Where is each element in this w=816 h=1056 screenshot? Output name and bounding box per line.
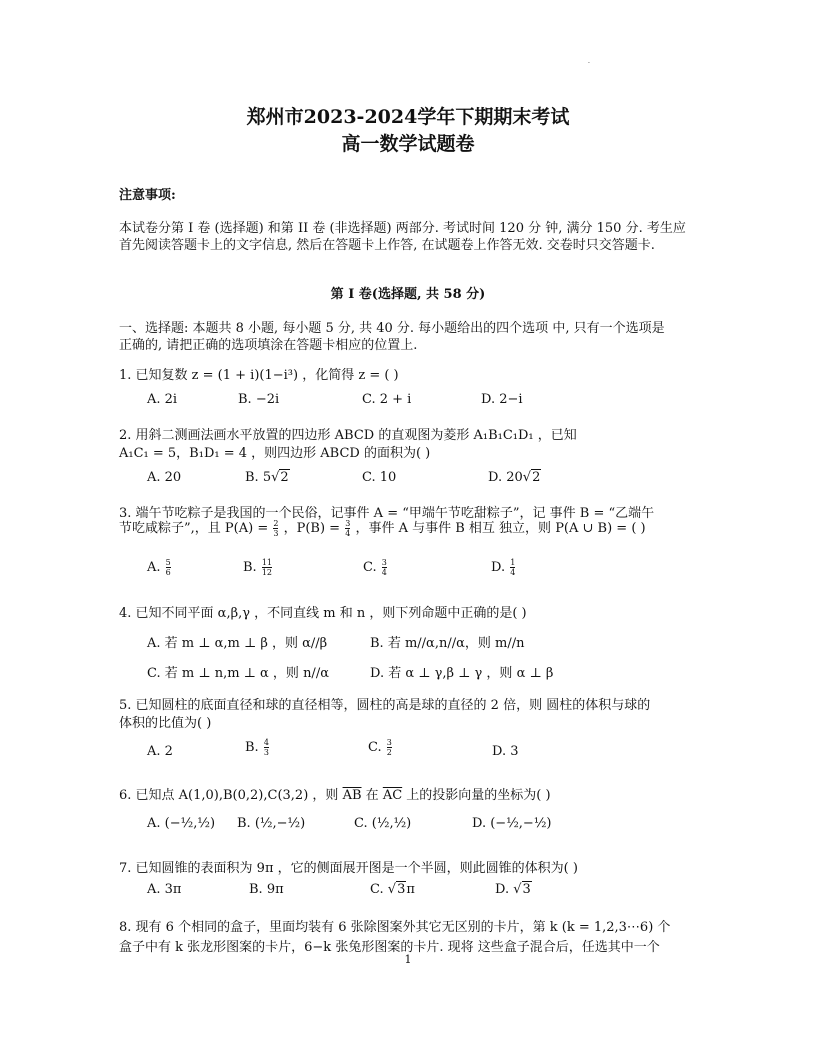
q2-option-b-prefix: B. 5 xyxy=(245,470,272,485)
q2-option-a: A. 20 xyxy=(147,470,182,485)
notes-line-2: 首先阅读答题卡上的文字信息, 然后在答题卡上作答, 在试题卷上作答无效. 交卷时只交答题卡. xyxy=(119,238,655,253)
q6-option-c-label: C. xyxy=(354,816,368,831)
q4-option-a: A. 若 m ⊥ α,m ⊥ β ，则 α//β xyxy=(147,636,328,651)
q3-option-d-num: 1 xyxy=(510,558,516,567)
q3-option-c-frac xyxy=(382,558,387,577)
q3-option-b-num: 11 xyxy=(261,558,273,567)
q5-option-b-label: B. xyxy=(245,740,259,755)
q3-option-b-label: B. xyxy=(243,560,257,575)
q7-option-a: A. 3π xyxy=(147,882,182,897)
q3-option-c xyxy=(363,558,388,577)
sqrt-symbol: √ xyxy=(513,882,522,897)
q6-stem-b: 在 xyxy=(365,788,379,803)
q5-option-c-label: C. xyxy=(368,740,382,755)
q3-option-d-label: D. xyxy=(491,560,506,575)
q2-option-d xyxy=(488,470,541,485)
title-line-2: 高一数学试题卷 xyxy=(341,133,475,155)
q6-stem-a: 6. 已知点 A(1,0),B(0,2),C(3,2) ，则 xyxy=(119,788,339,803)
q3-option-d-frac xyxy=(510,558,515,577)
sqrt-symbol: √ xyxy=(271,470,280,485)
q7-option-d-prefix: D. xyxy=(495,882,510,897)
q3-line-1: 3. 端午节吃粽子是我国的一个民俗，记事件 A = “甲端午节吃甜粽子”，记 事件 B = “乙端午 xyxy=(119,506,655,521)
q5-option-b xyxy=(245,738,270,757)
q6-option-b-label: B. xyxy=(237,816,251,831)
q6-stem-c: 上的投影向量的坐标为( ) xyxy=(406,788,551,803)
q5-option-b-num: 4 xyxy=(263,738,269,747)
q3-option-a-frac xyxy=(166,558,171,577)
q8-line-2: 盒子中有 k 张龙形图案的卡片，6−k 张兔形图案的卡片. 现将 这些盒子混合后，任选其中一个 xyxy=(119,940,660,955)
q7-option-c-suffix: π xyxy=(406,882,415,897)
q7-option-c-radicand: 3 xyxy=(397,882,406,897)
q6-option-d-label: D. xyxy=(472,816,487,831)
q7-stem: 7. 已知圆锥的表面积为 9π ，它的侧面展开图是一个半圆，则此圆锥的体积为( ) xyxy=(119,861,578,876)
q3-option-b-den: 12 xyxy=(261,568,273,577)
q1-option-a: A. 2i xyxy=(147,392,178,407)
q1-option-d: D. 2−i xyxy=(481,392,523,407)
q4-option-b: B. 若 m//α,n//α，则 m//n xyxy=(370,636,525,651)
title-line-1: 郑州市2023-2024学年下期期末考试 xyxy=(246,106,570,128)
q5-line-2: 体积的比值为( ) xyxy=(119,716,212,731)
page-number: 1 xyxy=(404,953,412,966)
notes-heading: 注意事项: xyxy=(119,188,176,203)
q5-option-c-frac xyxy=(387,738,392,757)
q3-pb-den: 4 xyxy=(345,529,351,538)
q3-line-2-b: ，P(B) = xyxy=(283,521,341,536)
q6-option-b-content: (½,−½) xyxy=(254,816,306,831)
q3-option-d-den: 4 xyxy=(510,568,516,577)
q6-vector-1: $\overline{AB}$ xyxy=(342,788,362,803)
q3-option-c-den: 4 xyxy=(381,568,387,577)
q3-pb-num: 3 xyxy=(345,519,351,528)
q5-option-c xyxy=(368,738,393,757)
q5-option-b-den: 3 xyxy=(263,748,269,757)
q3-pa-den: 3 xyxy=(273,529,279,538)
q3-line-2-c: ，事件 A 与事件 B 相互 独立，则 P(A ∪ B) = ( ) xyxy=(355,521,646,536)
notes-line-1: 本试卷分第 I 卷 (选择题) 和第 II 卷 (非选择题) 两部分. 考试时间 120 分 钟, 满分 150 分. 考生应 xyxy=(119,221,686,236)
q7-option-d xyxy=(495,882,532,897)
sqrt-symbol: √ xyxy=(387,882,397,897)
q2-option-d-prefix: D. 20 xyxy=(488,470,523,485)
q2-line-2: A₁C₁ = 5，B₁D₁ = 4 ，则四边形 ABCD 的面积为( ) xyxy=(119,446,431,461)
q3-option-c-label: C. xyxy=(363,560,377,575)
q2-line-1: 2. 用斜二测画法画水平放置的四边形 ABCD 的直观图为菱形 A₁B₁C₁D₁ ，已知 xyxy=(119,428,577,443)
q3-option-d xyxy=(491,558,516,577)
q7-option-d-radicand: 3 xyxy=(522,882,531,897)
q2-option-c: C. 10 xyxy=(362,470,397,485)
q5-option-d: D. 3 xyxy=(492,744,519,759)
q6-option-c xyxy=(354,816,411,831)
sqrt-symbol: √ xyxy=(522,470,532,485)
q5-option-c-den: 2 xyxy=(386,748,392,757)
q6-option-a-label: A. xyxy=(147,816,161,831)
q4-option-d: D. 若 α ⊥ γ,β ⊥ γ ，则 α ⊥ β xyxy=(370,666,554,681)
q2-option-b-radicand: 2 xyxy=(280,470,289,485)
q7-option-c-prefix: C. xyxy=(370,882,384,897)
q1-option-b: B. −2i xyxy=(238,392,280,407)
section-intro-line-1: 一、选择题: 本题共 8 小题, 每小题 5 分, 共 40 分. 每小题给出的四个选项 中, 只有一个选项是 xyxy=(119,321,665,336)
q5-option-a: A. 2 xyxy=(147,744,173,759)
q3-option-a-label: A. xyxy=(147,560,161,575)
q3-pa-fraction xyxy=(273,519,278,538)
q3-option-b xyxy=(243,558,273,577)
q6-vector-2: $\overline{AC}$ xyxy=(382,788,403,803)
q1-stem: 1. 已知复数 z = (1 + i)(1−i³) ，化简得 z = ( ) xyxy=(119,368,399,383)
q3-option-a-den: 6 xyxy=(165,568,171,577)
q7-option-c xyxy=(370,882,415,897)
q1-option-c: C. 2 + i xyxy=(362,392,412,407)
stray-dot: . xyxy=(588,58,590,65)
q8-line-1: 8. 现有 6 个相同的盒子，里面均装有 6 张除图案外其它无区别的卡片，第 k (k = 1,2,3⋯6) 个 xyxy=(119,920,671,935)
q6-option-a-content: (−½,½) xyxy=(164,816,216,831)
q3-line-2 xyxy=(119,517,646,538)
q2-option-d-radicand: 2 xyxy=(532,470,541,485)
q6-option-c-content: (½,½) xyxy=(371,816,412,831)
q6-stem xyxy=(119,784,551,803)
q6-option-b xyxy=(237,816,305,831)
q6-option-d xyxy=(472,816,552,831)
section-title: 第 I 卷(选择题, 共 58 分) xyxy=(330,287,486,302)
q3-line-2-a: 节吃咸粽子”,，且 P(A) = xyxy=(119,521,269,536)
q4-option-c: C. 若 m ⊥ n,m ⊥ α ，则 n//α xyxy=(147,666,329,681)
q3-option-a-num: 5 xyxy=(165,558,171,567)
q3-pb-fraction xyxy=(345,519,350,538)
q6-option-a xyxy=(147,816,215,831)
q5-option-c-num: 3 xyxy=(386,738,392,747)
section-intro-line-2: 正确的, 请把正确的选项填涂在答题卡相应的位置上. xyxy=(119,338,418,353)
q4-stem: 4. 已知不同平面 α,β,γ ，不同直线 m 和 n ，则下列命题中正确的是( ) xyxy=(119,606,527,621)
q3-pa-num: 2 xyxy=(273,519,279,528)
q3-option-b-frac xyxy=(262,558,272,577)
q3-option-c-num: 3 xyxy=(381,558,387,567)
q2-option-b xyxy=(245,470,290,485)
q3-option-a xyxy=(147,558,172,577)
q5-line-1: 5. 已知圆柱的底面直径和球的直径相等，圆柱的高是球的直径的 2 倍，则 圆柱的体积与球的 xyxy=(119,698,651,713)
q5-option-b-frac xyxy=(264,738,269,757)
q7-option-b: B. 9π xyxy=(249,882,284,897)
q6-option-d-content: (−½,−½) xyxy=(490,816,552,831)
